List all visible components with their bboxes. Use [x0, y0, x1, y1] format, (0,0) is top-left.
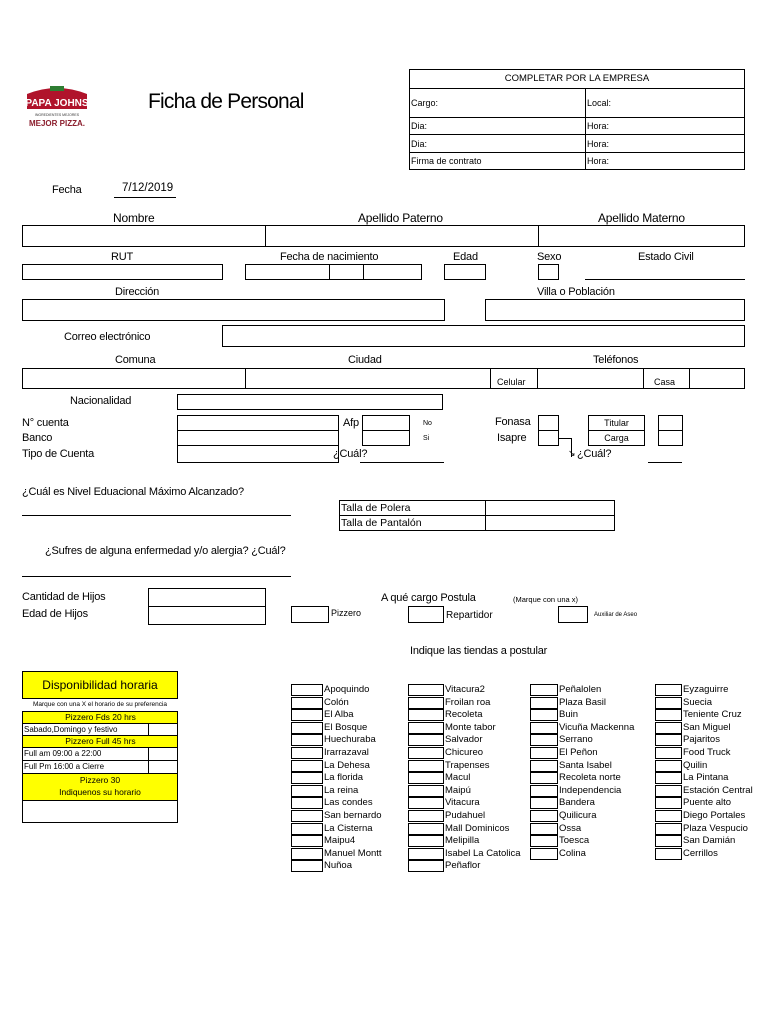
store-name: Ossa	[559, 822, 582, 834]
villa-field[interactable]	[485, 299, 745, 321]
store-checkbox[interactable]	[291, 697, 323, 709]
store-name: La reina	[324, 784, 359, 796]
store-checkbox[interactable]	[530, 810, 558, 822]
store-checkbox[interactable]	[530, 734, 558, 746]
store-checkbox[interactable]	[408, 760, 444, 772]
store-checkbox[interactable]	[655, 835, 682, 847]
store-checkbox[interactable]	[291, 709, 323, 721]
auxiliar-checkbox[interactable]	[558, 606, 588, 623]
store-name: Plaza Basil	[559, 696, 606, 708]
store-name: Recoleta	[445, 709, 483, 721]
celular-field[interactable]	[537, 368, 644, 389]
tipo-cuenta-label: Tipo de Cuenta	[22, 448, 95, 460]
titular-label: Titular	[604, 418, 629, 428]
store-name: Nuñoa	[324, 860, 352, 872]
isapre-cual-label: ¿Cuál?	[577, 448, 612, 460]
store-checkbox[interactable]	[530, 772, 558, 784]
afp-cual-line[interactable]	[360, 448, 444, 463]
store-checkbox[interactable]	[530, 709, 558, 721]
edad-hijos-field[interactable]	[148, 606, 266, 625]
repartidor-label: Repartidor	[446, 610, 493, 621]
cargo-label: Cargo:	[411, 98, 439, 108]
fecha-nac-month[interactable]	[329, 264, 364, 280]
carga-checkbox[interactable]	[658, 430, 683, 446]
banco-field[interactable]	[177, 430, 339, 446]
store-name: San bernardo	[324, 810, 382, 821]
store-name: Toesca	[559, 835, 590, 847]
store-checkbox[interactable]	[655, 760, 682, 772]
isapre-label: Isapre	[497, 432, 527, 444]
store-checkbox[interactable]	[291, 772, 323, 784]
store-checkbox[interactable]	[291, 722, 323, 734]
store-name: Teniente Cruz	[683, 709, 742, 721]
p20-row-label: Sabado,Domingo y festivo	[22, 723, 149, 736]
isapre-checkbox[interactable]	[538, 430, 559, 446]
papa-johns-logo	[24, 84, 90, 130]
dia2-field[interactable]	[409, 134, 586, 153]
talla-pantalon-field[interactable]	[485, 515, 615, 531]
store-checkbox[interactable]	[655, 684, 682, 696]
afp-no-checkbox[interactable]	[362, 415, 410, 431]
store-name: Salvador	[445, 734, 483, 746]
store-checkbox[interactable]	[408, 785, 444, 797]
dia2-label: Dia:	[411, 139, 428, 149]
store-name: Diego Portales	[683, 810, 746, 821]
casa-label: Casa	[654, 377, 676, 387]
afp-si-checkbox[interactable]	[362, 430, 410, 446]
ciudad-label: Ciudad	[348, 354, 382, 366]
store-checkbox[interactable]	[291, 810, 323, 822]
store-name: La Cisterna	[324, 822, 373, 834]
full-am-checkbox[interactable]	[148, 747, 178, 761]
store-name: Apoquindo	[324, 684, 370, 695]
dia1-label: Dia:	[411, 121, 428, 131]
store-checkbox[interactable]	[291, 684, 323, 696]
arrow-icon: ↘	[568, 448, 576, 458]
estado-civil-line[interactable]	[585, 266, 745, 280]
afp-label: Afp	[343, 417, 359, 429]
store-name: Bandera	[559, 797, 595, 809]
store-checkbox[interactable]	[655, 810, 682, 822]
store-name: Manuel Montt	[324, 847, 382, 859]
edad-field[interactable]	[444, 264, 486, 280]
pizzero-20-header: Pizzero Fds 20 hrs	[22, 711, 178, 724]
store-name: Santa Isabel	[559, 759, 612, 771]
store-name: Quilin	[683, 759, 708, 771]
store-checkbox[interactable]	[655, 697, 682, 709]
edad-label: Edad	[453, 251, 478, 263]
sexo-label: Sexo	[537, 251, 562, 263]
nacionalidad-label: Nacionalidad	[70, 395, 132, 407]
disponibilidad-title: Disponibilidad horaria	[42, 678, 158, 692]
store-name: Eyzaguirre	[683, 684, 729, 695]
empresa-table	[409, 69, 745, 170]
store-checkbox[interactable]	[655, 785, 682, 797]
logo-tagline: MEJOR PIZZA.	[28, 119, 86, 128]
store-name: Puente alto	[683, 797, 732, 809]
afp-cual-label: ¿Cuál?	[333, 448, 368, 460]
store-name: Huechuraba	[324, 734, 376, 746]
auxiliar-label: Auxiliar de Aseo	[594, 612, 638, 618]
pizzero-30-title: Pizzero 30	[79, 775, 121, 785]
correo-field[interactable]	[222, 325, 745, 347]
store-checkbox[interactable]	[408, 772, 444, 784]
logo-brand: PAPA JOHNS	[25, 98, 89, 109]
apellido-materno-label: Apellido Materno	[598, 211, 685, 225]
store-checkbox[interactable]	[291, 785, 323, 797]
hora1-label: Hora:	[587, 121, 610, 131]
n-cuenta-field[interactable]	[177, 415, 339, 431]
store-name: El Bosque	[324, 721, 368, 733]
nivel-educacional-label: ¿Cuál es Nivel Eduacional Máximo Alcanzado?	[22, 486, 244, 498]
ciudad-field[interactable]	[245, 368, 491, 389]
store-checkbox[interactable]	[655, 772, 682, 784]
store-name: La Pintana	[683, 772, 729, 784]
store-checkbox[interactable]	[408, 684, 444, 696]
store-checkbox[interactable]	[291, 860, 323, 872]
store-checkbox[interactable]	[530, 697, 558, 709]
store-name: Las condes	[324, 797, 373, 809]
store-name: Food Truck	[683, 747, 731, 758]
pizzero-30-field[interactable]	[22, 800, 178, 823]
store-name: Serrano	[559, 734, 593, 746]
store-checkbox[interactable]	[408, 823, 444, 835]
store-checkbox[interactable]	[408, 848, 444, 860]
store-name: Irarrazaval	[324, 747, 369, 758]
afp-si-label: Si	[423, 435, 430, 442]
comuna-field[interactable]	[22, 368, 246, 389]
talla-polera-field[interactable]	[485, 500, 615, 516]
fecha-label: Fecha	[52, 184, 82, 196]
cargo-postula-label: A qué cargo Postula	[381, 592, 476, 604]
repartidor-checkbox[interactable]	[408, 606, 444, 623]
store-checkbox[interactable]	[655, 797, 682, 809]
store-checkbox[interactable]	[408, 860, 444, 872]
store-name: La florida	[324, 772, 364, 784]
afp-no-label: No	[423, 420, 432, 427]
store-checkbox[interactable]	[408, 835, 444, 847]
fonasa-label: Fonasa	[495, 416, 531, 428]
fecha-value[interactable]: 7/12/2019	[122, 182, 174, 194]
celular-label: Celular	[497, 377, 526, 387]
store-name: Vitacura2	[445, 684, 485, 695]
apellido-materno-field[interactable]	[538, 225, 745, 247]
pizzero-checkbox[interactable]	[291, 606, 329, 623]
store-checkbox[interactable]	[655, 823, 682, 835]
store-name: La Dehesa	[324, 759, 370, 771]
store-name: Estación Central	[683, 784, 753, 796]
store-checkbox[interactable]	[408, 697, 444, 709]
cantidad-hijos-field[interactable]	[148, 588, 266, 607]
edad-hijos-label: Edad de Hijos	[22, 608, 88, 620]
store-name: Pajaritos	[683, 734, 720, 746]
titular-checkbox[interactable]	[658, 415, 683, 431]
store-checkbox[interactable]	[530, 684, 558, 696]
store-name: El Peñon	[559, 747, 598, 758]
cantidad-hijos-label: Cantidad de Hijos	[22, 591, 106, 603]
store-checkbox[interactable]	[655, 722, 682, 734]
store-checkbox[interactable]	[530, 722, 558, 734]
full-pm-label: Full Pm 16:00 a Cierre	[22, 760, 149, 774]
store-checkbox[interactable]	[530, 747, 558, 759]
full-am-label: Full am 09:00 a 22:00	[22, 747, 149, 761]
marque-x-label: (Marque con una x)	[513, 595, 579, 604]
store-name: Maipu4	[324, 835, 356, 847]
logo-small: INGREDIENTES MEJORES	[34, 113, 80, 117]
fecha-nacimiento-label: Fecha de nacimiento	[280, 251, 379, 263]
store-checkbox[interactable]	[655, 848, 682, 860]
page-title: Ficha de Personal	[148, 90, 304, 113]
store-checkbox[interactable]	[530, 823, 558, 835]
apellido-paterno-field[interactable]	[265, 225, 539, 247]
direccion-label: Dirección	[115, 286, 160, 298]
store-checkbox[interactable]	[291, 747, 323, 759]
store-name: Maipú	[445, 784, 471, 796]
rut-field[interactable]	[22, 264, 223, 280]
store-checkbox[interactable]	[530, 835, 558, 847]
estado-civil-label: Estado Civil	[638, 251, 694, 263]
store-checkbox[interactable]	[655, 734, 682, 746]
nacionalidad-field[interactable]	[177, 394, 443, 410]
store-name: Vitacura	[445, 797, 480, 809]
store-name: Melipilla	[445, 835, 480, 847]
disponibilidad-instr: Marque con una X el horario de su preferencia	[32, 701, 168, 708]
store-checkbox[interactable]	[291, 823, 323, 835]
talla-pantalon-label: Talla de Pantalón	[341, 517, 422, 529]
fonasa-checkbox[interactable]	[538, 415, 559, 431]
store-checkbox[interactable]	[655, 709, 682, 721]
store-name: Trapenses	[445, 759, 490, 771]
store-checkbox[interactable]	[408, 709, 444, 721]
store-name: Isabel La Catolica	[445, 847, 521, 859]
store-checkbox[interactable]	[530, 760, 558, 772]
store-name: Suecia	[683, 696, 713, 708]
store-checkbox[interactable]	[291, 734, 323, 746]
store-checkbox[interactable]	[655, 747, 682, 759]
isapre-cual-line[interactable]	[648, 450, 682, 463]
apellido-paterno-label: Apellido Paterno	[358, 211, 443, 225]
tipo-cuenta-field[interactable]	[177, 445, 339, 463]
store-name: Peñaflor	[445, 860, 481, 872]
store-name: Vicuña Mackenna	[559, 721, 635, 733]
hora3-label: Hora:	[587, 156, 610, 166]
fecha-nac-day[interactable]	[245, 264, 330, 280]
store-name: Chicureo	[445, 747, 484, 758]
sexo-field[interactable]	[538, 264, 559, 280]
enfermedad-line[interactable]	[22, 564, 291, 577]
local-label: Local:	[587, 98, 612, 108]
hora2-label: Hora:	[587, 139, 610, 149]
store-name: Peñalolen	[559, 684, 602, 695]
n-cuenta-label: N° cuenta	[22, 417, 69, 429]
fecha-nac-year[interactable]	[363, 264, 422, 280]
store-checkbox[interactable]	[291, 848, 323, 860]
store-checkbox[interactable]	[530, 785, 558, 797]
villa-label: Villa o Población	[537, 286, 615, 298]
full-pm-checkbox[interactable]	[148, 760, 178, 774]
store-checkbox[interactable]	[530, 797, 558, 809]
store-checkbox[interactable]	[408, 734, 444, 746]
store-checkbox[interactable]	[291, 835, 323, 847]
pizzero-30-sub: Indiquenos su horario	[59, 787, 141, 797]
carga-label: Carga	[604, 433, 629, 443]
nombre-field[interactable]	[22, 225, 266, 247]
casa-field[interactable]	[689, 368, 745, 389]
store-name: Cerrillos	[683, 847, 718, 859]
nivel-educacional-line[interactable]	[22, 503, 291, 516]
banco-label: Banco	[22, 432, 53, 444]
store-name: El Alba	[324, 709, 354, 721]
store-checkbox[interactable]	[291, 797, 323, 809]
talla-polera-label: Talla de Polera	[341, 502, 411, 514]
store-checkbox[interactable]	[530, 848, 558, 860]
pizzero-45-header: Pizzero Full 45 hrs	[22, 735, 178, 748]
enfermedad-label: ¿Sufres de alguna enfermedad y/o alergia? ¿Cuál?	[45, 545, 286, 557]
pizzero-label: Pizzero	[331, 608, 362, 618]
store-name: Froilan roa	[445, 696, 491, 708]
correo-label: Correo electrónico	[64, 331, 151, 343]
store-checkbox[interactable]	[408, 747, 444, 759]
store-name: Independencia	[559, 784, 622, 796]
dia1-field[interactable]	[409, 117, 586, 135]
store-name: Pudahuel	[445, 810, 486, 821]
store-checkbox[interactable]	[408, 810, 444, 822]
comuna-label: Comuna	[115, 354, 156, 366]
store-name: Colina	[559, 847, 586, 859]
store-name: Colón	[324, 696, 349, 708]
tiendas-label: Indique las tiendas a postular	[410, 645, 548, 657]
firma-label: Firma de contrato	[411, 156, 482, 166]
store-name: Mall Dominicos	[445, 822, 510, 834]
store-name: San Miguel	[683, 721, 731, 733]
empresa-header: COMPLETAR POR LA EMPRESA	[504, 73, 650, 84]
store-name: Plaza Vespucio	[683, 822, 748, 834]
store-checkbox[interactable]	[408, 797, 444, 809]
store-name: Quilicura	[559, 810, 597, 821]
store-checkbox[interactable]	[408, 722, 444, 734]
direccion-field[interactable]	[22, 299, 445, 321]
rut-label: RUT	[111, 251, 134, 263]
store-name: Macul	[445, 772, 471, 784]
store-name: San Damián	[683, 835, 736, 847]
telefonos-label: Teléfonos	[593, 354, 639, 366]
store-name: Recoleta norte	[559, 772, 621, 784]
nombre-label: Nombre	[113, 211, 155, 225]
store-name: Monte tabor	[445, 721, 496, 733]
store-name: Buin	[559, 709, 579, 721]
store-checkbox[interactable]	[291, 760, 323, 772]
